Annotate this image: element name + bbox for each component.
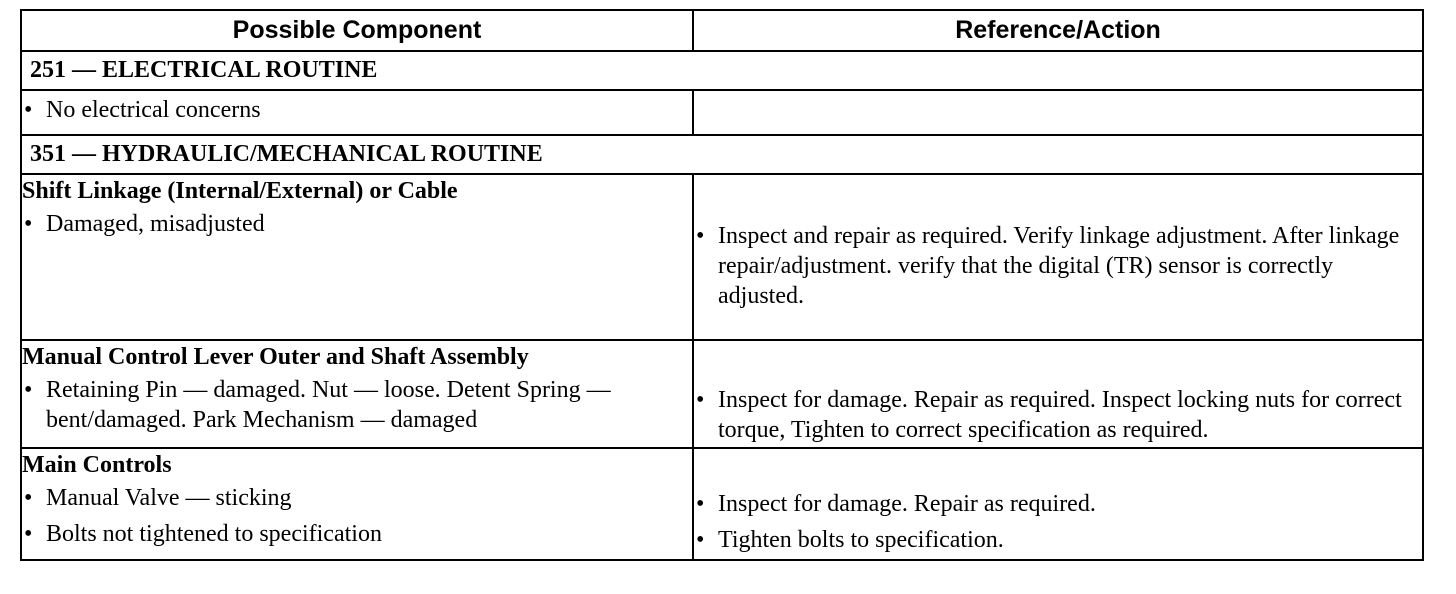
component-item-text: Manual Valve — sticking	[46, 485, 292, 511]
action-item-text: Inspect and repair as required. Verify linkage adjustment. After linkage repair/adjustment. verify that the digital (TR) sensor is correctly adjusted.	[718, 223, 1400, 309]
bullet-icon: •	[24, 211, 33, 237]
table-row	[21, 174, 1423, 340]
list-item	[22, 209, 692, 239]
header-row	[21, 10, 1423, 51]
component-item-text: Bolts not tightened to specification	[46, 521, 382, 547]
bullet-icon: •	[696, 491, 705, 517]
component-list	[22, 95, 692, 125]
diagnostic-table	[20, 9, 1424, 561]
component-title: Manual Control Lever Outer and Shaft Assembly	[22, 344, 529, 370]
list-item	[694, 489, 1422, 519]
component-list	[22, 209, 692, 239]
bullet-icon: •	[24, 485, 33, 511]
action-item-text: Inspect for damage. Repair as required. Inspect locking nuts for correct torque, Tighten to correct specification as required.	[718, 387, 1402, 443]
list-item	[694, 385, 1422, 445]
bullet-icon: •	[24, 521, 33, 547]
section-row-electrical	[21, 51, 1423, 90]
component-item-text: Damaged, misadjusted	[46, 211, 265, 237]
header-reference-action: Reference/Action	[693, 10, 1423, 51]
section-row-hydraulic	[21, 135, 1423, 174]
bullet-icon: •	[24, 97, 33, 123]
table-row	[21, 340, 1423, 448]
list-item	[22, 519, 692, 549]
list-item	[694, 221, 1422, 311]
action-list	[694, 221, 1422, 311]
action-item-text: Tighten bolts to specification.	[718, 527, 1004, 553]
action-cell	[693, 174, 1423, 340]
component-list	[22, 483, 692, 549]
component-title: Main Controls	[22, 452, 172, 478]
list-item	[22, 483, 692, 513]
action-list	[694, 385, 1422, 445]
component-item-text: Retaining Pin — damaged. Nut — loose. Detent Spring — bent/damaged. Park Mechanism — damaged	[46, 377, 611, 433]
section-title: 351 — HYDRAULIC/MECHANICAL ROUTINE	[21, 135, 1423, 174]
list-item	[694, 525, 1422, 555]
bullet-icon: •	[696, 387, 705, 413]
header-possible-component: Possible Component	[21, 10, 693, 51]
bullet-icon: •	[696, 223, 705, 249]
action-cell	[693, 90, 1423, 135]
action-cell	[693, 340, 1423, 448]
bullet-icon: •	[696, 527, 705, 553]
section-title: 251 — ELECTRICAL ROUTINE	[21, 51, 1423, 90]
component-cell	[21, 90, 693, 135]
component-title: Shift Linkage (Internal/External) or Cable	[22, 178, 458, 204]
table-row	[21, 90, 1423, 135]
list-item	[22, 95, 692, 125]
action-cell	[693, 448, 1423, 560]
component-item-text: No electrical concerns	[46, 97, 261, 123]
component-list	[22, 375, 692, 435]
action-list	[694, 489, 1422, 555]
bullet-icon: •	[24, 377, 33, 403]
action-item-text: Inspect for damage. Repair as required.	[718, 491, 1096, 517]
component-cell	[21, 448, 693, 560]
list-item	[22, 375, 692, 435]
component-cell	[21, 340, 693, 448]
table-row	[21, 448, 1423, 560]
component-cell	[21, 174, 693, 340]
